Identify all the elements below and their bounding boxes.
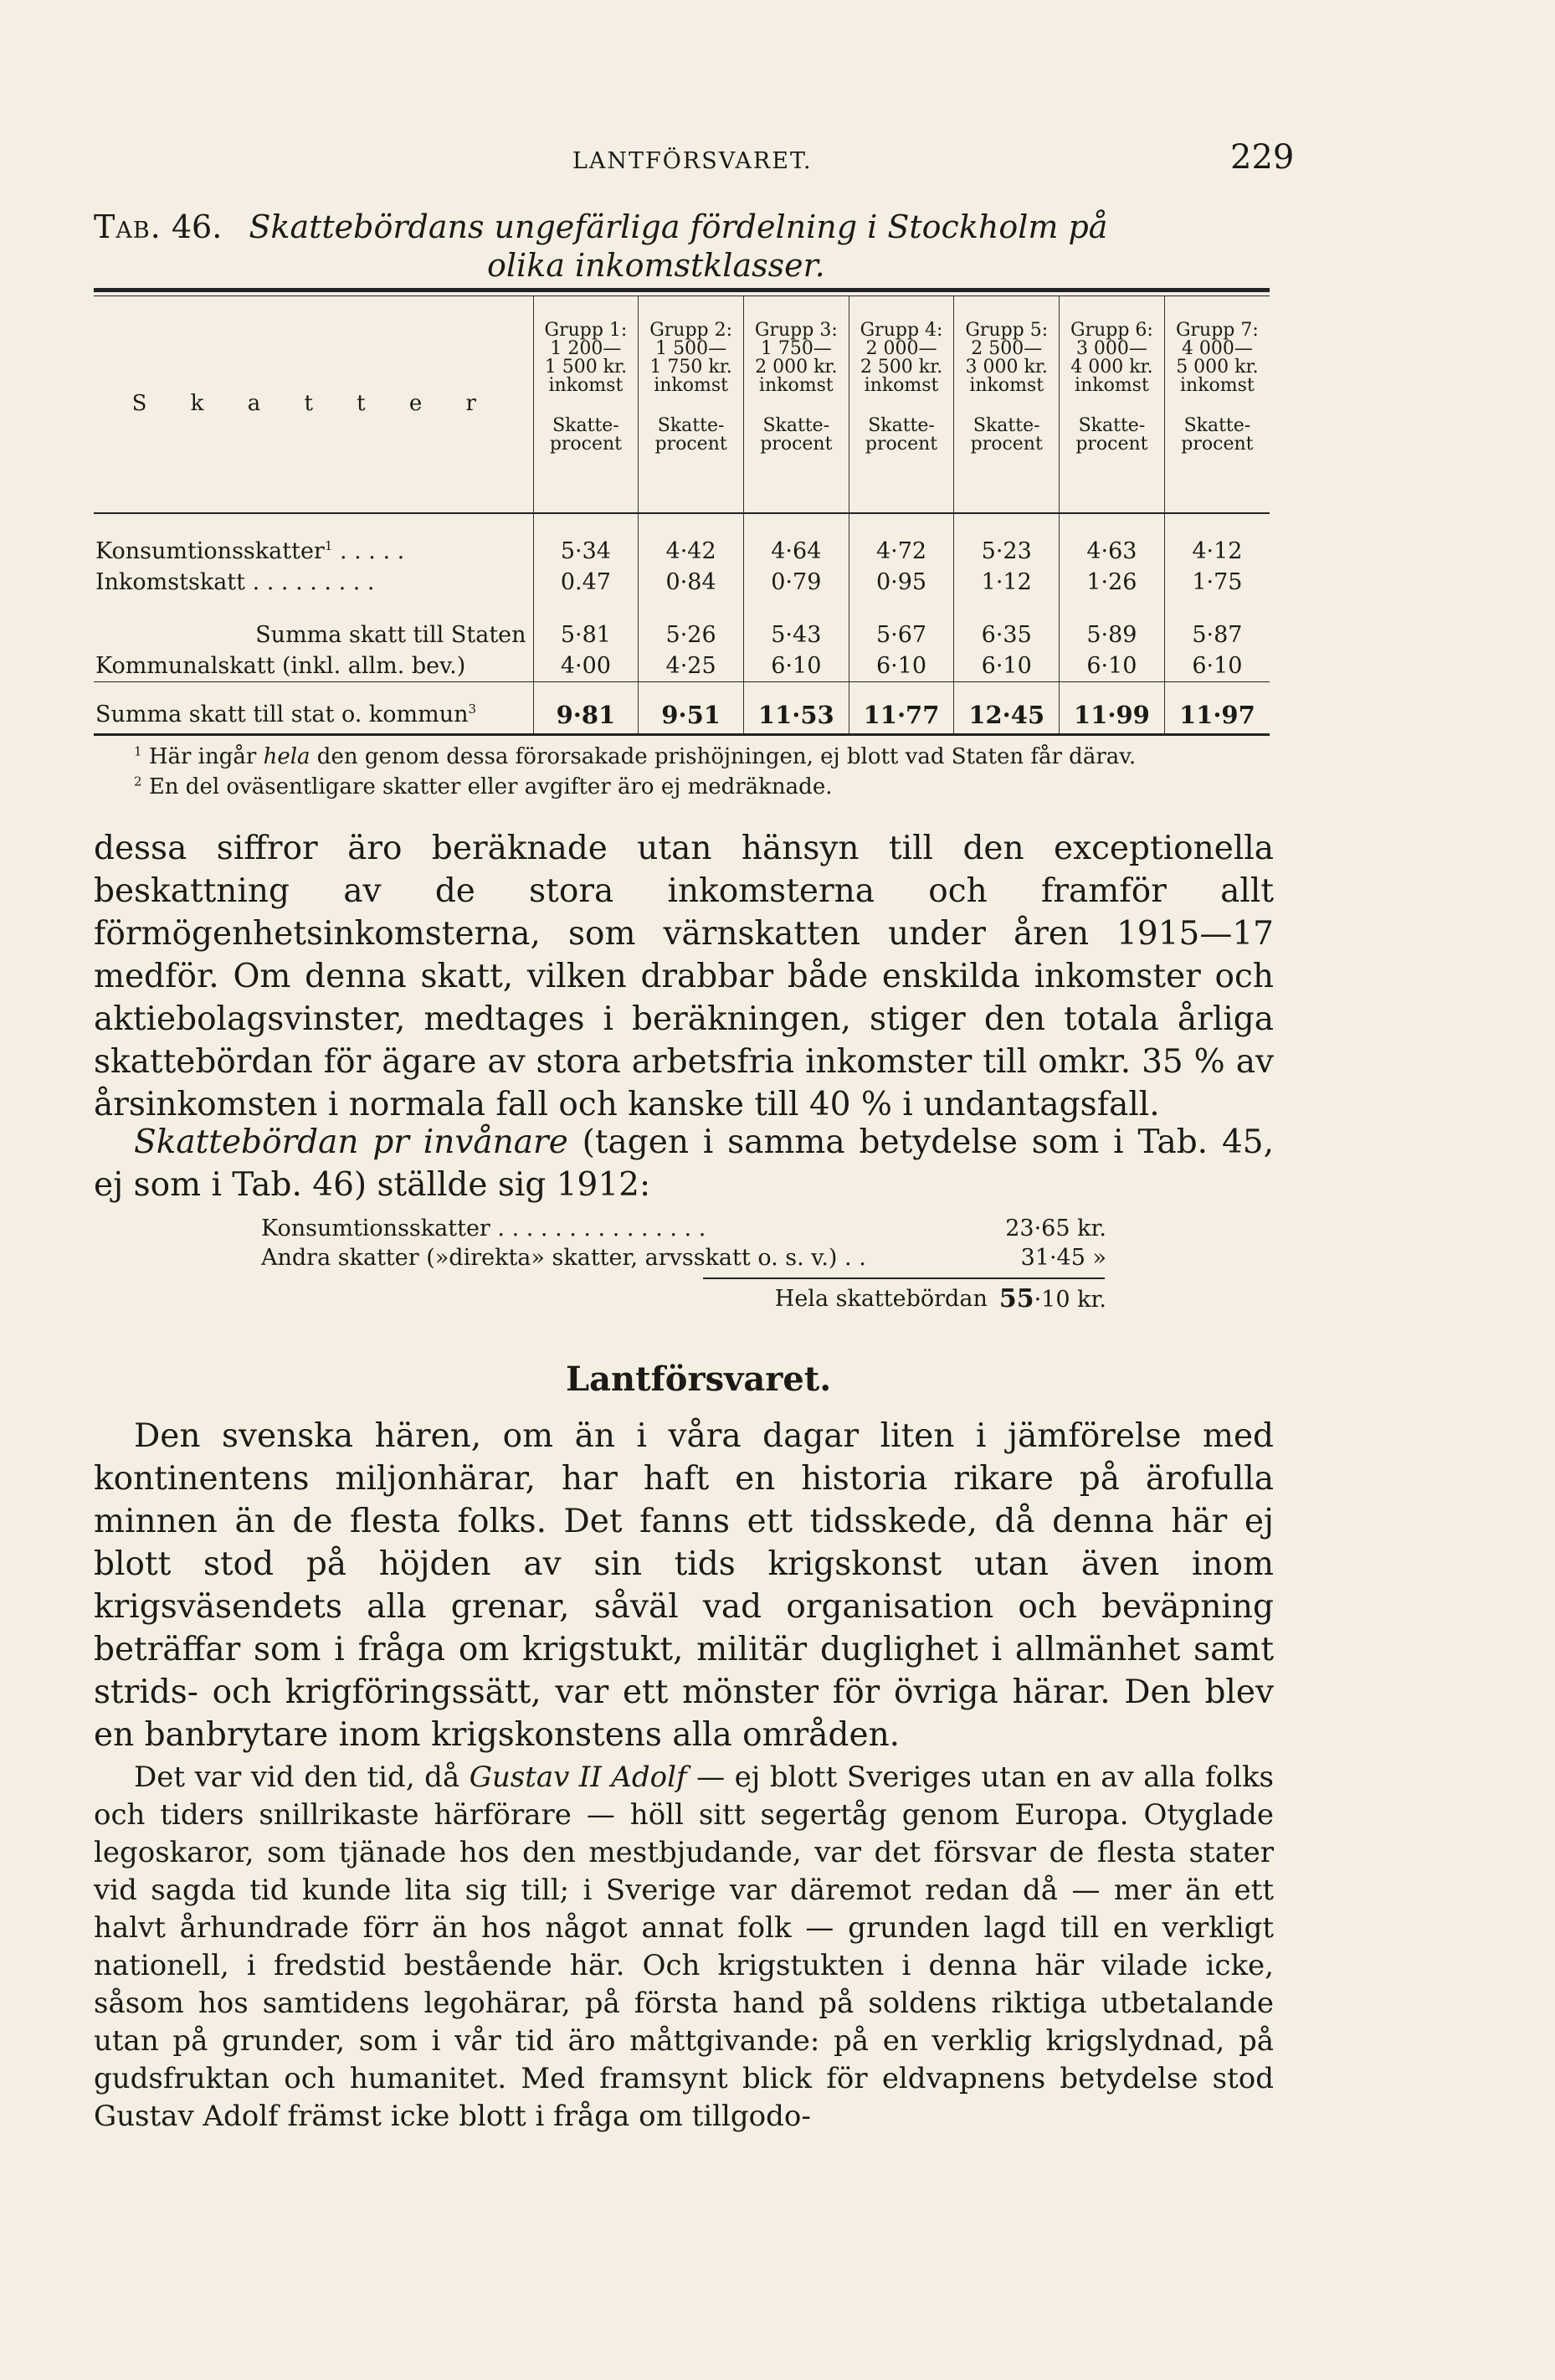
book-page: LANTFÖRSVARET. 229 Tab. 46. Skattebördans ungefärliga fördelning i Stockholm på olika inkomstklasser. S k a t t e r Grupp 1: 1 200— 1 500 kr. inkomst Skatte- procent Grupp 2: 1 500— 1 750 kr. inkomst Skatte- procent Grupp 3: 1 750— 2 000 kr. inkomst Skatte- procent Grupp 4: 2 000— 2 500 kr. inkomst Skatte- procent Grupp 5: 2 500— 3 000 kr. inkomst Skatte- procent Grupp 6: 3 000— 4 000 kr. inkomst Skatte- procent Grupp 7: 4 000— 5 000 kr. inkomst Skatte- procent Konsumtionsskatter$^1$ . . . . . 5·34 4·42 4·64 4·72 5·23 4·63 4·12 Inkomstskatt . . . . . . . . . 0.47 0·84 0·79 0·95 1·12 1·26 1·75 Summa skatt till Staten 5·81 5·26 5·43 5·67 6·35 5·89 5·87 Kommunalskatt (inkl. allm. bev.) 4·00 4·25 6·10 6·10 6·10 6·10 6·10 Summa skatt till stat o. kommun$^3$ 9·81 9·51 11·53 11·77 12·45 11·99 11·97 $^1$ Här ingår hela den genom dessa förorsakade prishöjningen, ej blott vad Staten får därav. $^2$ En del oväsentligare skatter eller avgifter äro ej medräknade. dessa siffror äro beräknade utan hänsyn till den exceptionella beskattning av de stora inkomsterna och framför allt förmögenhetsinkomsterna, som värnskatten under åren 1915—17 medför. Om denna skatt, vilken drabbar både enskilda inkomster och aktiebolagsvinster, medtages i beräkningen, stiger den totala årliga skattebördan för ägare av stora arbetsfria inkomster till omkr. 35 % av årsinkomsten i normala fall och kanske till 40 % i undantagsfall. Skattebördan pr invånare (tagen i samma betydelse som i Tab. 45, ej som i Tab. 46) ställde sig 1912: Konsumtionsskatter . . . . . . . . . . . . . . . 23·65 kr. Andra skatter (»direkta» skatter, arvsskatt o. s. v.) . . 31·45 » Hela skattebördan 55·10 kr. Lantförsvaret. Den svenska hären, om än i våra dagar liten i jämförelse med kontinentens miljonhärar, har haft en historia rikare på ärofulla minnen än de flesta folks. Det fanns ett tidsskede, då denna här ej blott stod på höjden av sin tids krigskonst utan även inom krigsväsendets alla grenar, såväl vad organisation och beväpning beträffar som i fråga om krigstukt, militär duglighet i allmänhet samt strids- och krigföringssätt, var ett mönster för övriga härar. Den blev en banbrytare inom krigskonstens alla områden. Det var vid den tid, då Gustav II Adolf — ej blott Sveriges utan en av alla folks och tiders snillrikaste härförare — höll sitt segertåg genom Europa. Otyglade legoskaror, som tjänade hos den mestbjudande, var det försvar de flesta stater vid sagda tid kunde lita sig till; i Sverige var däremot redan då — mer än ett halvt århundrade förr än hos något annat folk — grunden lagd till en verkligt nationell, i fredstid bestående här. Och krigstukten i denna här vilade icke, såsom hos samtidens legohärar, på första hand på soldens riktiga utbetalande utan på grunder, som i vår tid äro måttgivande: på en verklig krigslydnad, på gudsfruktan och humanitet. Med framsynt blick för eldvapnens betydelse stod Gustav Adolf främst icke blott i fråga om tillgodo- xyxy=(0,0,1555,2380)
table-cell: 4·25 xyxy=(639,650,744,682)
group-header-5: Grupp 5: 2 500— 3 000 kr. inkomst Skatte- procent xyxy=(954,296,1060,513)
table-caption xyxy=(94,208,1282,285)
table-cell: 5·23 xyxy=(954,513,1060,567)
table-cell: 11·53 xyxy=(743,682,849,735)
table-cell: 5·43 xyxy=(743,598,849,650)
table-cell: 4·72 xyxy=(849,513,954,567)
table-cell: 4·64 xyxy=(743,513,849,567)
table-cell: 9·51 xyxy=(639,682,744,735)
table-cell: 4·12 xyxy=(1164,513,1270,567)
table-cell: 5·26 xyxy=(639,598,744,650)
caption-label: Tab. xyxy=(94,208,162,245)
table-row-total xyxy=(94,682,1270,735)
table-row-income-tax xyxy=(94,567,1270,598)
footnote-1: $^1$ Här ingår hela den genom dessa förorsakade prishöjningen, ej blott vad Staten får därav. xyxy=(134,743,1137,769)
table-footnotes xyxy=(94,742,1307,802)
table-cell: 6·35 xyxy=(954,598,1060,650)
table-cell: 5·81 xyxy=(533,598,639,650)
table-row-state-tax-sum xyxy=(94,598,1270,650)
row-label: Inkomstskatt . . . . . . . . . xyxy=(95,569,375,595)
summary-total: Hela skattebördan 55·10 kr. xyxy=(774,1284,1106,1313)
page-number: 229 xyxy=(1230,138,1295,177)
row-label: Konsumtionsskatter$^1$ . . . . . xyxy=(95,538,405,564)
footnote-2: $^2$ En del oväsentligare skatter eller avgifter äro ej medräknade. xyxy=(134,774,833,799)
group-header-3: Grupp 3: 1 750— 2 000 kr. inkomst Skatte- procent xyxy=(743,296,849,513)
table-cell: 5·67 xyxy=(849,598,954,650)
table-cell: 11·97 xyxy=(1164,682,1270,735)
table-cell: 12·45 xyxy=(954,682,1060,735)
caption-line-2: olika inkomstklasser. xyxy=(487,247,825,284)
caption-number: 46. xyxy=(171,208,223,245)
table-cell: 0.47 xyxy=(533,567,639,598)
table-cell: 1·12 xyxy=(954,567,1060,598)
summary-rule xyxy=(703,1277,1105,1279)
table-cell: 0·84 xyxy=(639,567,744,598)
tax-distribution-table xyxy=(94,296,1270,736)
table-cell: 11·99 xyxy=(1060,682,1165,735)
running-title: LANTFÖRSVARET. xyxy=(572,148,813,174)
paragraph-1: dessa siffror äro beräknade utan hänsyn till den exceptionella beskattning av de stora inkomsterna och framför allt förmögenhetsinkomsterna, som värnskatten under åren 1915—17 medför. Om denna skatt, vilken drabbar både enskilda inkomster och aktiebolagsvinster, medtages i beräkningen, stiger den totala årliga skattebördan för ägare av stora arbetsfria inkomster till omkr. 35 % av årsinkomsten i normala fall och kanske till 40 % i undantagsfall. xyxy=(94,830,1274,1123)
table-cell: 1·75 xyxy=(1164,567,1270,598)
tax-table-container xyxy=(94,288,1270,736)
table-row-consumption-taxes xyxy=(94,513,1270,567)
tax-per-capita-summary xyxy=(261,1214,1106,1314)
row-label: Kommunalskatt (inkl. allm. bev.) xyxy=(95,653,466,679)
table-cell: 9·81 xyxy=(533,682,639,735)
table-cell: 5·89 xyxy=(1060,598,1165,650)
summary-row: Konsumtionsskatter . . . . . . . . . . . . . . . 23·65 kr. xyxy=(261,1216,1106,1241)
row-label: Summa skatt till stat o. kommun$^3$ xyxy=(94,682,533,735)
summary-row: Andra skatter (»direkta» skatter, arvsskatt o. s. v.) . . 31·45 » xyxy=(261,1245,1106,1271)
paragraph-4: Det var vid den tid, då Gustav II Adolf — ej blott Sveriges utan en av alla folks och tiders snillrikaste härförare — höll sitt segertåg genom Europa. Otyglade legoskaror, som tjänade hos den mestbjudande, var det försvar de flesta stater vid sagda tid kunde lita sig till; i Sverige var däremot redan då — mer än ett halvt århundrade förr än hos något annat folk — grunden lagd till en verkligt nationell, i fredstid bestående här. Och krigstukten i denna här vilade icke, såsom hos samtidens legohärar, på första hand på soldens riktiga utbetalande utan på grunder, som i vår tid äro måttgivande: på en verklig krigslydnad, på gudsfruktan och humanitet. Med framsynt blick för eldvapnens betydelse stod Gustav Adolf främst icke blott i fråga om tillgodo- xyxy=(94,1761,1274,2133)
caption-title: Skattebördans ungefärliga fördelning i Stockholm på xyxy=(249,208,1108,245)
table-cell: 4·00 xyxy=(533,650,639,682)
table-cell: 0·95 xyxy=(849,567,954,598)
table-cell: 6·10 xyxy=(954,650,1060,682)
table-top-rule-thick xyxy=(94,288,1270,292)
running-head xyxy=(0,138,1555,180)
paragraph-3: Den svenska hären, om än i våra dagar liten i jämförelse med kontinentens miljonhärar, har haft en historia rikare på ärofulla minnen än de flesta folks. Det fanns ett tidsskede, då denna här ej blott stod på höjden av sin tids krigskonst utan även inom krigsväsendets alla grenar, såväl vad organisation och beväpning beträffar som i fråga om krigstukt, militär duglighet i allmänhet samt strids- och krigföringssätt, var ett mönster för övriga härar. Den blev en banbrytare inom krigskonstens alla områden. xyxy=(94,1417,1274,1754)
group-header-2: Grupp 2: 1 500— 1 750 kr. inkomst Skatte- procent xyxy=(639,296,744,513)
table-cell: 4·42 xyxy=(639,513,744,567)
table-cell: 6·10 xyxy=(1060,650,1165,682)
group-header-6: Grupp 6: 3 000— 4 000 kr. inkomst Skatte- procent xyxy=(1060,296,1165,513)
group-header-7: Grupp 7: 4 000— 5 000 kr. inkomst Skatte- procent xyxy=(1164,296,1270,513)
table-cell: 4·63 xyxy=(1060,513,1165,567)
table-cell: 6·10 xyxy=(743,650,849,682)
table-header-row xyxy=(94,296,1270,513)
paragraph-2: Skattebördan pr invånare (tagen i samma betydelse som i Tab. 45, ej som i Tab. 46) ställde sig 1912: xyxy=(94,1123,1274,1204)
group-header-1: Grupp 1: 1 200— 1 500 kr. inkomst Skatte- procent xyxy=(533,296,639,513)
table-cell: 11·77 xyxy=(849,682,954,735)
table-row-municipal-tax xyxy=(94,650,1270,682)
table-cell: 0·79 xyxy=(743,567,849,598)
group-header-4: Grupp 4: 2 000— 2 500 kr. inkomst Skatte- procent xyxy=(849,296,954,513)
table-cell: 5·87 xyxy=(1164,598,1270,650)
caption-line-1 xyxy=(94,208,1282,246)
table-cell: 6·10 xyxy=(849,650,954,682)
row-label: Summa skatt till Staten xyxy=(255,622,526,648)
table-cell: 5·34 xyxy=(533,513,639,567)
stub-header: S k a t t e r xyxy=(94,296,533,513)
table-cell: 1·26 xyxy=(1060,567,1165,598)
table-cell: 6·10 xyxy=(1164,650,1270,682)
